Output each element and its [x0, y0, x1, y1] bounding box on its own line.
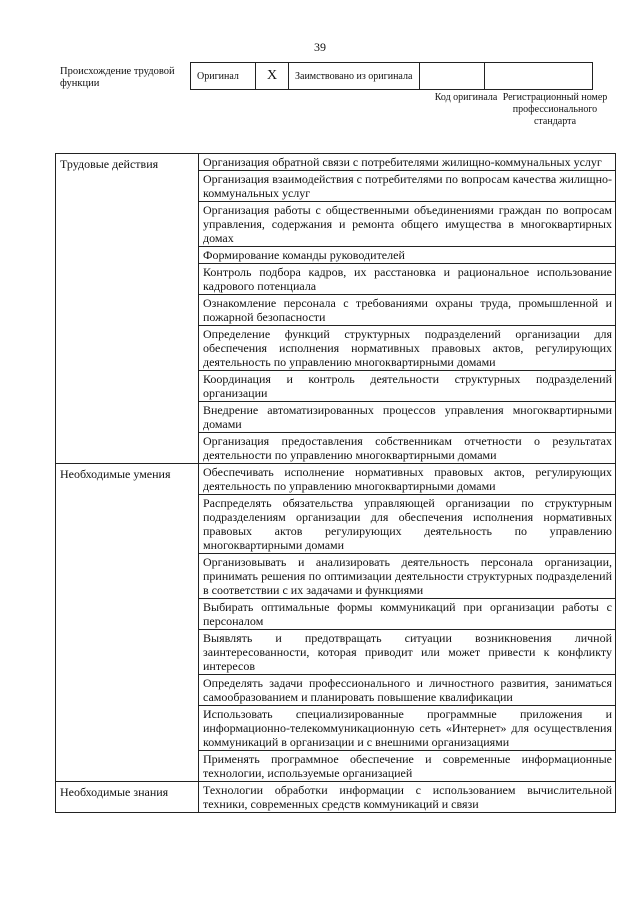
section-item: Организация взаимодействия с потребителями по вопросам качества жилищно-коммунальных услуг: [199, 171, 616, 202]
section-item: Координация и контроль деятельности структурных подразделений организации: [199, 371, 616, 402]
section-item: Внедрение автоматизированных процессов управления многоквартирными домами: [199, 402, 616, 433]
section-item: Распределять обязательства управляющей организации по структурным подразделениям организации для обеспечения исполнения нормативных правовых актов регулирующих деятельность по управлению многоквартирными домами: [199, 495, 616, 554]
section-item: Выявлять и предотвращать ситуации возникновения личной заинтересованности, которая приводит или может привести к конфликту интересов: [199, 630, 616, 675]
registration-number-cell: [485, 63, 593, 90]
origin-table: [190, 62, 593, 90]
original-label: Оригинал: [191, 63, 256, 90]
section-category: Трудовые действия: [56, 154, 199, 464]
registration-caption: Регистрационный номер профессионального стандарта: [502, 92, 608, 127]
section-item: Технологии обработки информации с использованием вычислительной техники, современных средств коммуникаций и связи: [199, 782, 616, 813]
section-item: Организация обратной связи с потребителями жилищно-коммунальных услуг: [199, 154, 616, 171]
labor-function-table: [55, 153, 616, 813]
page-number: 39: [314, 40, 326, 54]
code-caption: Код оригинала: [434, 92, 498, 103]
section-item: Организация работы с общественными объединениями граждан по вопросам управления, содержания и ремонта общего имущества в многоквартирных домах: [199, 202, 616, 247]
section-category: Необходимые умения: [56, 464, 199, 782]
section-item: Формирование команды руководителей: [199, 247, 616, 264]
section-category: Необходимые знания: [56, 782, 199, 813]
section-item: Определять задачи профессионального и личностного развития, заниматься самообразованием и планировать повышение квалификации: [199, 675, 616, 706]
section-item: Контроль подбора кадров, их расстановка и рациональное использование кадрового потенциала: [199, 264, 616, 295]
section-item: Организовывать и анализировать деятельность персонала организации, принимать решения по оптимизации деятельности структурных подразделений в соответствии с их задачами и функциями: [199, 554, 616, 599]
labor-function-body: [56, 154, 616, 813]
table-row: [56, 782, 616, 813]
section-item: Обеспечивать исполнение нормативных правовых актов, регулирующих деятельность по управлению многоквартирными домами: [199, 464, 616, 495]
section-item: Применять программное обеспечение и современные информационные технологии, используемые организацией: [199, 751, 616, 782]
section-item: Определение функций структурных подразделений организации для обеспечения исполнения нормативных правовых актов, регулирующих деятельность по управлению многоквартирными домами: [199, 326, 616, 371]
table-row: [56, 464, 616, 495]
table-row: [56, 154, 616, 171]
section-item: Использовать специализированные программные приложения и информационно-телекоммуникационную сеть «Интернет» для осуществления коммуникаций в организации и с внешними организациями: [199, 706, 616, 751]
section-item: Выбирать оптимальные формы коммуникаций при организации работы с персоналом: [199, 599, 616, 630]
section-item: Организация предоставления собственникам отчетности о результатах деятельности по управлению многоквартирными домами: [199, 433, 616, 464]
section-item: Ознакомление персонала с требованиями охраны труда, промышленной и пожарной безопасности: [199, 295, 616, 326]
original-code-cell: [420, 63, 485, 90]
original-mark: X: [256, 63, 289, 90]
borrowed-label: Заимствовано из оригинала: [289, 63, 420, 90]
origin-label: Происхождение трудовой функции: [60, 66, 175, 89]
